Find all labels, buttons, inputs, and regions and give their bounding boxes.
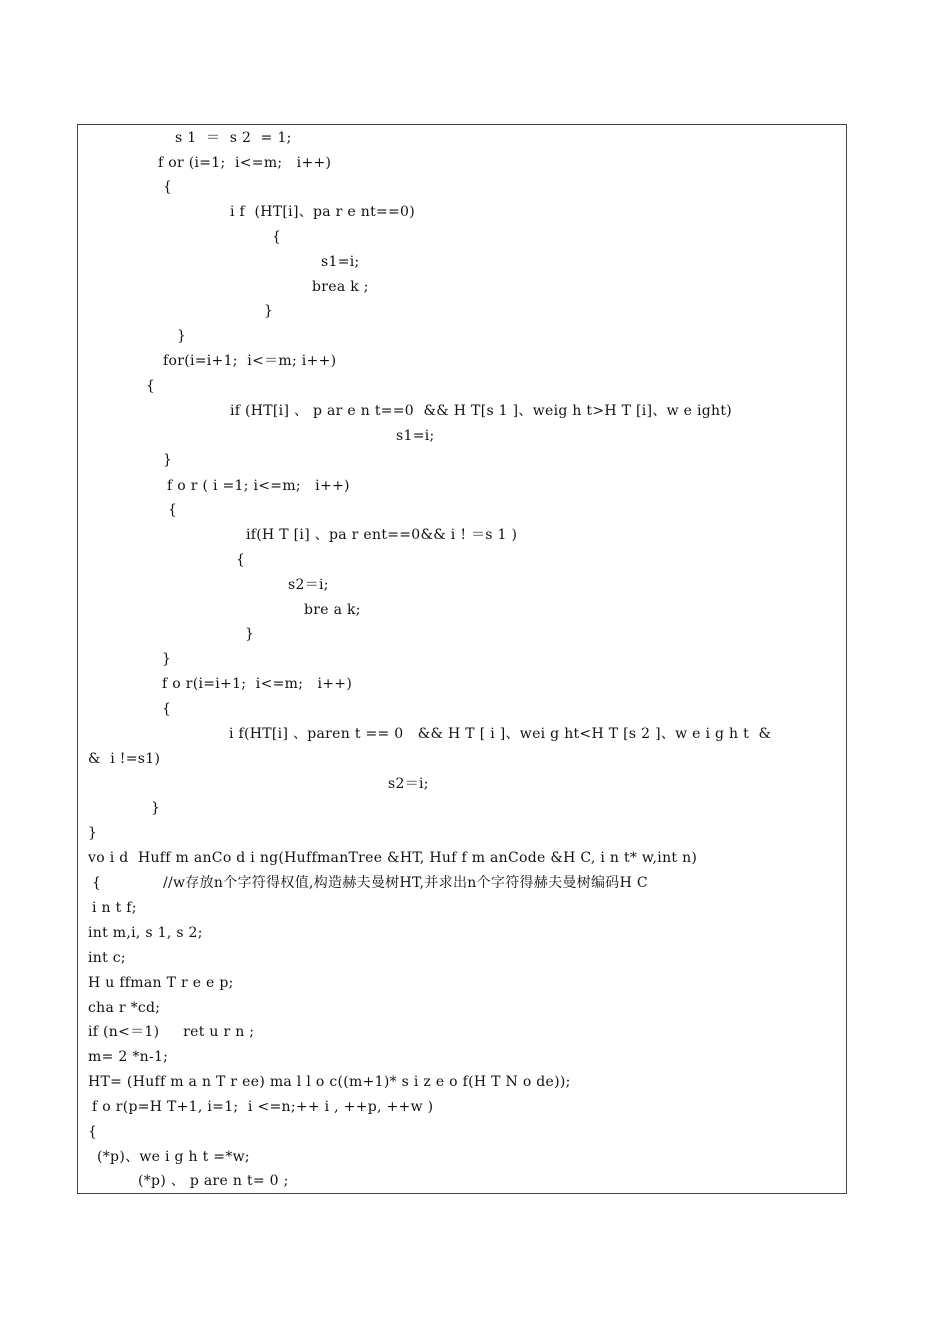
code-line: } <box>162 651 172 667</box>
code-line: } <box>177 328 187 344</box>
code-line: s2＝i; <box>288 577 329 593</box>
code-line: f o r ( i =1; i<=m; i++) <box>167 478 350 494</box>
code-line: (*p)、we i g h t =*w; <box>97 1149 250 1165</box>
code-line: } <box>245 626 255 642</box>
code-line: H u ffman T r e e p; <box>88 975 234 991</box>
code-line: HT= (Huff m a n T r ee) ma l l o c((m+1)* s i z e o f(H T N o de)); <box>88 1074 571 1090</box>
code-line: cha r *cd; <box>88 1000 161 1016</box>
code-line: f o r(i=i+1; i<=m; i++) <box>162 676 353 692</box>
code-line: } <box>151 800 161 816</box>
code-line: } <box>163 452 173 468</box>
code-line: { <box>236 552 246 568</box>
code-line: s1=i; <box>321 254 360 270</box>
code-line: f or (i=1; i<=m; i++) <box>158 155 332 171</box>
code-line: s 1 ＝ s 2 = 1; <box>175 130 292 146</box>
code-line: { <box>162 701 172 717</box>
code-line: i f(HT[i] 、paren t == 0 && H T [ i ]、wei g ht<H T [s 2 ]、w e i g h t & <box>229 726 772 742</box>
code-line: for(i=i+1; i<＝m; i++) <box>163 353 337 369</box>
code-line: i n t f; <box>92 900 137 916</box>
code-line: } <box>264 303 274 319</box>
code-line: if (n<＝1) ret u r n ; <box>88 1024 255 1040</box>
code-line: { <box>272 229 282 245</box>
code-line: { <box>163 179 173 195</box>
code-line: m= 2 *n-1; <box>88 1049 169 1065</box>
code-line: s2＝i; <box>388 776 429 792</box>
code-line: s1=i; <box>396 428 435 444</box>
code-line: if (HT[i] 、 p ar e n t==0 && H T[s 1 ]、weig h t>H T [i]、w e ight) <box>230 403 733 419</box>
code-line: int c; <box>88 950 126 966</box>
code-line: bre a k; <box>304 602 361 618</box>
code-line: & i !=s1) <box>88 751 161 767</box>
code-line: f o r(p=H T+1, i=1; i <=n;++ i , ++p, ++w ) <box>92 1099 434 1115</box>
code-line: { <box>146 378 156 394</box>
code-line: (*p) 、 p are n t= 0 ; <box>138 1173 289 1189</box>
code-line: { <box>168 502 178 518</box>
code-line: i f (HT[i]、pa r e nt==0) <box>230 204 416 220</box>
code-line: if(H T [i] 、pa r ent==0&& i ! ＝s 1 ) <box>246 527 518 543</box>
code-line: vo i d Huff m anCo d i ng(HuffmanTree &HT, Huf f m anCode &H C, i n t* w,int n) <box>88 850 698 866</box>
code-line: } <box>88 825 98 841</box>
code-line: int m,i, s 1, s 2; <box>88 925 203 941</box>
code-line: { <box>88 1124 98 1140</box>
code-line: brea k ; <box>312 279 369 295</box>
code-line: { //w存放n个字符得权值,构造赫夫曼树HT,并求出n个字符得赫夫曼树编码H C <box>92 875 648 891</box>
